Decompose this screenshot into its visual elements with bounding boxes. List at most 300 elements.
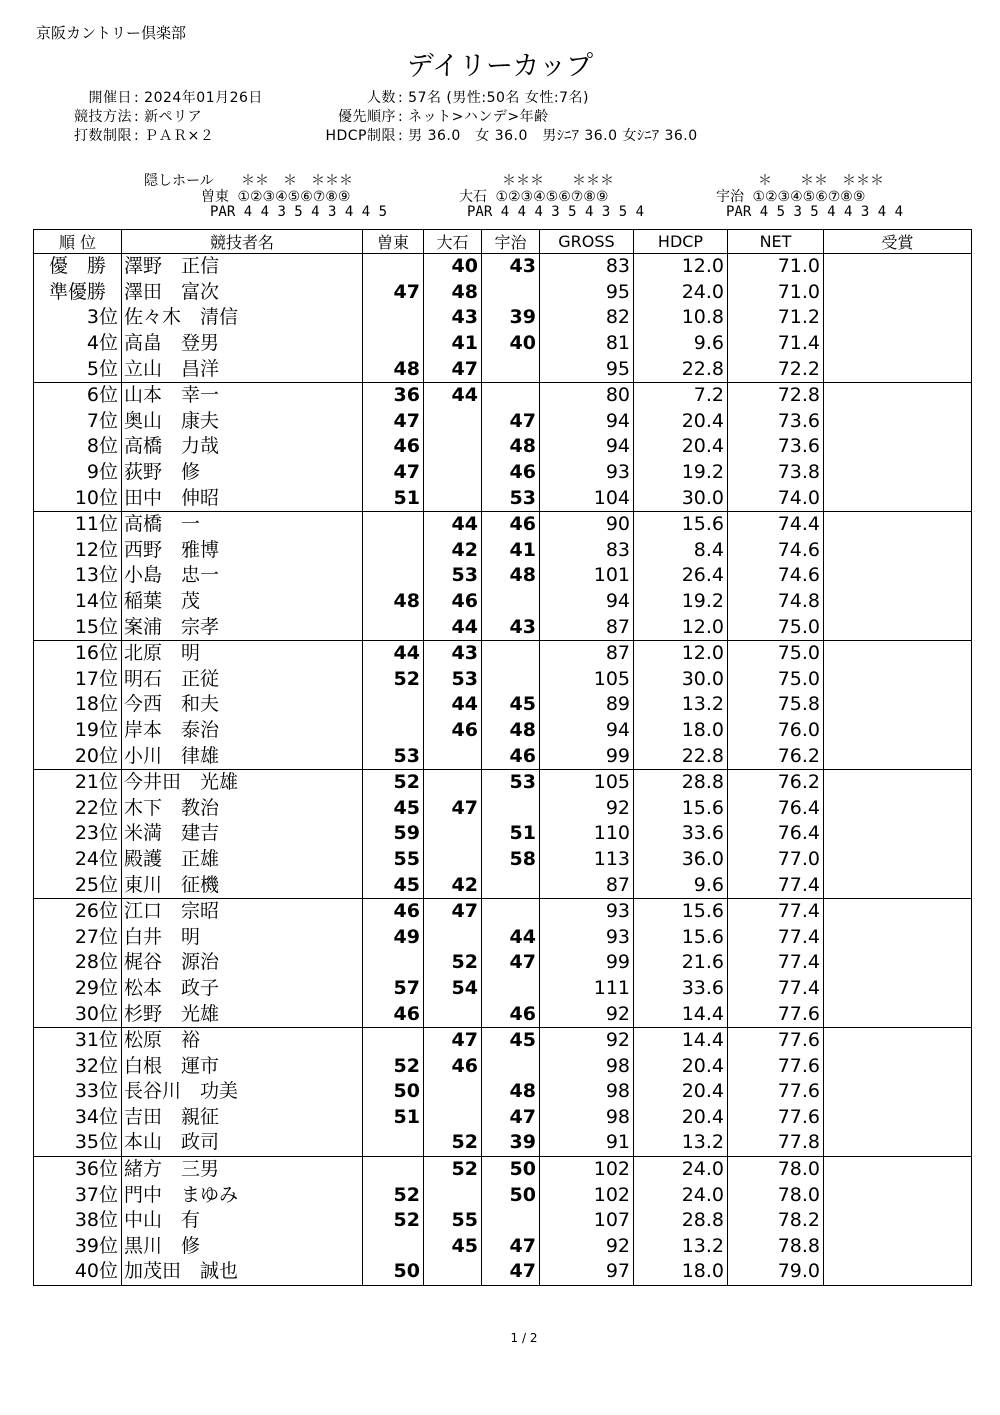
cell-net: 74.4 [728,511,824,537]
cell-net: 76.4 [728,795,824,821]
cell-award [824,1105,972,1131]
cell-award [824,280,972,306]
cell-hdcp: 36.0 [634,847,728,873]
table-row [34,1259,972,1285]
cell-hdcp: 20.4 [634,1079,728,1105]
hidden-holes-label: 隠しホール [144,173,214,189]
cell-player-name: 江口 宗昭 [122,898,363,924]
cell-net: 76.4 [728,821,824,847]
cell-course1: 36 [363,382,424,408]
cell-gross: 113 [540,847,634,873]
cell-gross: 87 [540,614,634,640]
course1-par: PAR 4 4 3 5 4 3 4 4 5 [210,204,388,220]
cell-player-name: 黒川 修 [122,1234,363,1260]
cell-player-name: 吉田 親征 [122,1105,363,1131]
cell-gross: 94 [540,434,634,460]
cell-course2: 43 [424,640,482,666]
cell-hdcp: 24.0 [634,280,728,306]
cell-course1: 50 [363,1079,424,1105]
cell-course2: 55 [424,1208,482,1234]
cell-rank: 12位 [34,538,122,564]
cell-gross: 111 [540,976,634,1002]
col-gross: GROSS [540,230,634,254]
cell-player-name: 加茂田 誠也 [122,1259,363,1285]
cell-course1 [363,1156,424,1182]
cell-course1: 53 [363,743,424,769]
table-row [34,924,972,950]
table-row [34,640,972,666]
cell-course1 [363,718,424,744]
cell-rank: 24位 [34,847,122,873]
cell-course2: 44 [424,614,482,640]
cell-net: 77.8 [728,1130,824,1156]
cell-award [824,1053,972,1079]
cell-gross: 92 [540,795,634,821]
cell-course3 [482,872,540,898]
cell-award [824,305,972,331]
cell-course1 [363,1130,424,1156]
cell-gross: 89 [540,692,634,718]
cell-hdcp: 28.8 [634,1208,728,1234]
cell-course3: 47 [482,1234,540,1260]
cell-award [824,667,972,693]
cell-hdcp: 30.0 [634,667,728,693]
cell-hdcp: 21.6 [634,950,728,976]
cell-rank: 17位 [34,667,122,693]
cell-course1: 47 [363,280,424,306]
cell-course2: 46 [424,589,482,615]
cell-course3: 47 [482,950,540,976]
cell-player-name: 高橋 一 [122,511,363,537]
cell-course1: 52 [363,1182,424,1208]
cell-course3 [482,280,540,306]
cell-course1: 55 [363,847,424,873]
cell-hdcp: 20.4 [634,1053,728,1079]
cell-rank: 34位 [34,1105,122,1131]
cell-course3: 46 [482,1001,540,1027]
cell-net: 77.0 [728,847,824,873]
cell-course2 [424,924,482,950]
cell-net: 75.8 [728,692,824,718]
results-table [33,229,972,1286]
cell-rank: 29位 [34,976,122,1002]
table-row [34,1234,972,1260]
cell-rank: 16位 [34,640,122,666]
cell-rank: 27位 [34,924,122,950]
cell-player-name: 中山 有 [122,1208,363,1234]
cell-award [824,382,972,408]
cell-player-name: 稲葉 茂 [122,589,363,615]
cell-course1 [363,692,424,718]
cell-hdcp: 28.8 [634,769,728,795]
cell-course3: 50 [482,1156,540,1182]
table-row [34,409,972,435]
cell-course2 [424,847,482,873]
cell-rank: 25位 [34,872,122,898]
cell-net: 77.4 [728,924,824,950]
cell-gross: 93 [540,898,634,924]
cell-net: 77.6 [728,1027,824,1053]
cell-award [824,434,972,460]
cell-course3 [482,1208,540,1234]
cell-gross: 83 [540,254,634,280]
cell-player-name: 今西 和夫 [122,692,363,718]
cell-course1: 47 [363,460,424,486]
cell-course3: 47 [482,1259,540,1285]
cell-hdcp: 33.6 [634,976,728,1002]
cell-player-name: 杉野 光雄 [122,1001,363,1027]
table-row [34,769,972,795]
cell-course1: 59 [363,821,424,847]
cell-course2: 42 [424,872,482,898]
cell-course3: 48 [482,434,540,460]
cell-gross: 93 [540,924,634,950]
col-player: 競技者名 [122,230,363,254]
cell-course2: 54 [424,976,482,1002]
table-row [34,254,972,280]
cell-gross: 105 [540,667,634,693]
cell-player-name: 小島 忠一 [122,563,363,589]
cell-award [824,1130,972,1156]
cell-hdcp: 19.2 [634,460,728,486]
cell-net: 76.2 [728,769,824,795]
course1-marks: ＊＊ ＊ ＊＊＊ [241,173,353,189]
cell-award [824,460,972,486]
cell-rank: 32位 [34,1053,122,1079]
cell-rank: 19位 [34,718,122,744]
cell-player-name: 殿護 正雄 [122,847,363,873]
cell-rank: 準優勝 [34,280,122,306]
cell-hdcp: 33.6 [634,821,728,847]
table-row [34,1208,972,1234]
table-row [34,872,972,898]
cell-hdcp: 12.0 [634,254,728,280]
cell-rank: 7位 [34,409,122,435]
cell-award [824,640,972,666]
cell-rank: 13位 [34,563,122,589]
cell-rank: 38位 [34,1208,122,1234]
cell-gross: 98 [540,1079,634,1105]
cell-net: 77.4 [728,898,824,924]
table-row [34,718,972,744]
cell-award [824,847,972,873]
cell-course1 [363,1234,424,1260]
cell-rank: 5位 [34,356,122,382]
cell-course2: 47 [424,356,482,382]
page-number: 1 / 2 [510,1331,538,1345]
cell-course2: 52 [424,1130,482,1156]
cell-award [824,769,972,795]
cell-award [824,589,972,615]
info-label-priority: 優先順序 [338,109,396,125]
cell-gross: 99 [540,950,634,976]
col-course1: 曽東 [363,230,424,254]
cell-net: 73.6 [728,434,824,460]
info-label-method: 競技方法 [74,109,132,125]
cell-gross: 98 [540,1053,634,1079]
table-row [34,382,972,408]
info-value-count: : 57名 (男性:50名 女性:7名) [398,90,589,106]
cell-course1 [363,538,424,564]
cell-gross: 94 [540,409,634,435]
cell-net: 72.2 [728,356,824,382]
cell-course1: 46 [363,1001,424,1027]
info-label-limit: 打数制限 [74,128,132,144]
cell-course1: 48 [363,589,424,615]
cell-course3: 40 [482,331,540,357]
info-value-date: : 2024年01月26日 [134,90,263,106]
cell-rank: 28位 [34,950,122,976]
cell-course3: 43 [482,614,540,640]
cell-player-name: 今井田 光雄 [122,769,363,795]
cell-award [824,692,972,718]
cell-rank: 37位 [34,1182,122,1208]
table-row [34,563,972,589]
cell-rank: 22位 [34,795,122,821]
cell-gross: 83 [540,538,634,564]
table-row [34,667,972,693]
cell-net: 75.0 [728,614,824,640]
info-value-limit: : ＰＡＲ×２ [134,128,215,144]
cell-course2 [424,485,482,511]
cell-gross: 82 [540,305,634,331]
cell-gross: 80 [540,382,634,408]
cell-gross: 94 [540,718,634,744]
cell-course3 [482,640,540,666]
cell-rank: 6位 [34,382,122,408]
cell-gross: 92 [540,1234,634,1260]
cell-award [824,976,972,1002]
cell-award [824,254,972,280]
cell-gross: 94 [540,589,634,615]
cell-player-name: 奥山 康夫 [122,409,363,435]
cell-hdcp: 18.0 [634,1259,728,1285]
cell-award [824,950,972,976]
course1-holes: 曽東 ①②③④⑤⑥⑦⑧⑨ [201,189,351,205]
cell-rank: 21位 [34,769,122,795]
cell-player-name: 荻野 修 [122,460,363,486]
cell-award [824,1259,972,1285]
cell-hdcp: 14.4 [634,1027,728,1053]
col-hdcp: HDCP [634,230,728,254]
cell-course3: 46 [482,460,540,486]
cell-net: 77.6 [728,1053,824,1079]
cell-course1: 46 [363,898,424,924]
table-row [34,434,972,460]
cell-net: 78.2 [728,1208,824,1234]
cell-gross: 107 [540,1208,634,1234]
cell-course3: 46 [482,511,540,537]
cell-award [824,538,972,564]
cell-gross: 110 [540,821,634,847]
cell-course1: 48 [363,356,424,382]
cell-course2: 41 [424,331,482,357]
cell-hdcp: 13.2 [634,1130,728,1156]
cell-course1: 51 [363,485,424,511]
cell-gross: 104 [540,485,634,511]
cell-net: 77.6 [728,1105,824,1131]
cell-course2 [424,1001,482,1027]
cell-gross: 95 [540,356,634,382]
cell-gross: 87 [540,872,634,898]
cell-rank: 40位 [34,1259,122,1285]
cell-course2: 40 [424,254,482,280]
cell-course2: 43 [424,305,482,331]
cell-hdcp: 15.6 [634,795,728,821]
cell-course2: 44 [424,511,482,537]
table-row [34,1027,972,1053]
cell-course1: 49 [363,924,424,950]
cell-player-name: 長谷川 功美 [122,1079,363,1105]
cell-course3: 47 [482,1105,540,1131]
cell-course3: 50 [482,1182,540,1208]
cell-player-name: 高橋 力哉 [122,434,363,460]
cell-course2: 48 [424,280,482,306]
cell-net: 73.6 [728,409,824,435]
cell-course2 [424,769,482,795]
table-header-row [34,230,972,254]
table-row [34,331,972,357]
table-row [34,485,972,511]
cell-award [824,511,972,537]
course2-par: PAR 4 4 4 3 5 4 3 5 4 [467,204,645,220]
cell-rank: 35位 [34,1130,122,1156]
table-row [34,976,972,1002]
cell-player-name: 澤野 正信 [122,254,363,280]
cell-net: 76.0 [728,718,824,744]
cell-course3: 43 [482,254,540,280]
table-row [34,743,972,769]
cell-hdcp: 26.4 [634,563,728,589]
cell-course2: 47 [424,795,482,821]
cell-net: 71.2 [728,305,824,331]
cell-course1 [363,305,424,331]
cell-rank: 23位 [34,821,122,847]
cell-award [824,1079,972,1105]
cell-rank: 18位 [34,692,122,718]
cell-course3: 48 [482,563,540,589]
cell-course2: 52 [424,950,482,976]
table-row [34,589,972,615]
cell-course1: 57 [363,976,424,1002]
cell-player-name: 緒方 三男 [122,1156,363,1182]
cell-hdcp: 15.6 [634,511,728,537]
cell-net: 77.6 [728,1001,824,1027]
cell-course2: 47 [424,898,482,924]
cell-course2: 44 [424,382,482,408]
cell-player-name: 明石 正従 [122,667,363,693]
cell-course2 [424,409,482,435]
cell-course1 [363,254,424,280]
cell-player-name: 立山 昌洋 [122,356,363,382]
cell-player-name: 田中 伸昭 [122,485,363,511]
cell-gross: 81 [540,331,634,357]
cell-hdcp: 18.0 [634,718,728,744]
cell-course1 [363,1027,424,1053]
cell-course1: 52 [363,1208,424,1234]
cell-gross: 95 [540,280,634,306]
cell-course1: 50 [363,1259,424,1285]
cell-net: 79.0 [728,1259,824,1285]
cell-course3 [482,667,540,693]
cell-course2: 44 [424,692,482,718]
cell-rank: 11位 [34,511,122,537]
cell-net: 77.4 [728,872,824,898]
cell-hdcp: 15.6 [634,924,728,950]
cell-course2 [424,434,482,460]
cell-course1: 51 [363,1105,424,1131]
cell-course1 [363,511,424,537]
cell-hdcp: 12.0 [634,614,728,640]
table-row [34,305,972,331]
col-award: 受賞 [824,230,972,254]
club-name: 京阪カントリー倶楽部 [36,24,187,42]
cell-gross: 97 [540,1259,634,1285]
cell-gross: 93 [540,460,634,486]
table-row [34,795,972,821]
cell-gross: 87 [540,640,634,666]
cell-course1: 44 [363,640,424,666]
cell-net: 74.6 [728,538,824,564]
cell-award [824,795,972,821]
cell-player-name: 松本 政子 [122,976,363,1002]
cell-hdcp: 10.8 [634,305,728,331]
cell-course1: 52 [363,769,424,795]
cell-net: 77.6 [728,1079,824,1105]
cell-award [824,898,972,924]
cell-player-name: 澤田 富次 [122,280,363,306]
cell-award [824,563,972,589]
cell-rank: 33位 [34,1079,122,1105]
cell-player-name: 梶谷 源治 [122,950,363,976]
cell-course1 [363,950,424,976]
cell-gross: 91 [540,1130,634,1156]
table-row [34,1130,972,1156]
cell-award [824,485,972,511]
cell-rank: 8位 [34,434,122,460]
cell-player-name: 北原 明 [122,640,363,666]
table-row [34,1001,972,1027]
info-value-hdcp-limit: : 男 36.0 女 36.0 男ｼﾆｱ 36.0 女ｼﾆｱ 36.0 [398,128,698,144]
cell-net: 77.4 [728,976,824,1002]
info-value-method: : 新ペリア [134,109,203,125]
cell-net: 74.8 [728,589,824,615]
table-row [34,847,972,873]
cell-course1: 52 [363,667,424,693]
info-label-hdcp-limit: HDCP制限 [325,128,396,144]
cell-course2 [424,1182,482,1208]
table-row [34,538,972,564]
cell-player-name: 西野 雅博 [122,538,363,564]
cell-course2 [424,1259,482,1285]
cell-gross: 102 [540,1182,634,1208]
cell-player-name: 案浦 宗孝 [122,614,363,640]
cell-course3: 53 [482,769,540,795]
cell-course2: 47 [424,1027,482,1053]
cell-net: 78.0 [728,1156,824,1182]
cell-rank: 26位 [34,898,122,924]
cell-course2: 42 [424,538,482,564]
table-row [34,1079,972,1105]
cell-course3: 41 [482,538,540,564]
cell-player-name: 小川 律雄 [122,743,363,769]
cell-gross: 105 [540,769,634,795]
cell-award [824,1027,972,1053]
cell-net: 72.8 [728,382,824,408]
cell-hdcp: 24.0 [634,1156,728,1182]
cell-player-name: 高畠 登男 [122,331,363,357]
cell-course3: 39 [482,1130,540,1156]
